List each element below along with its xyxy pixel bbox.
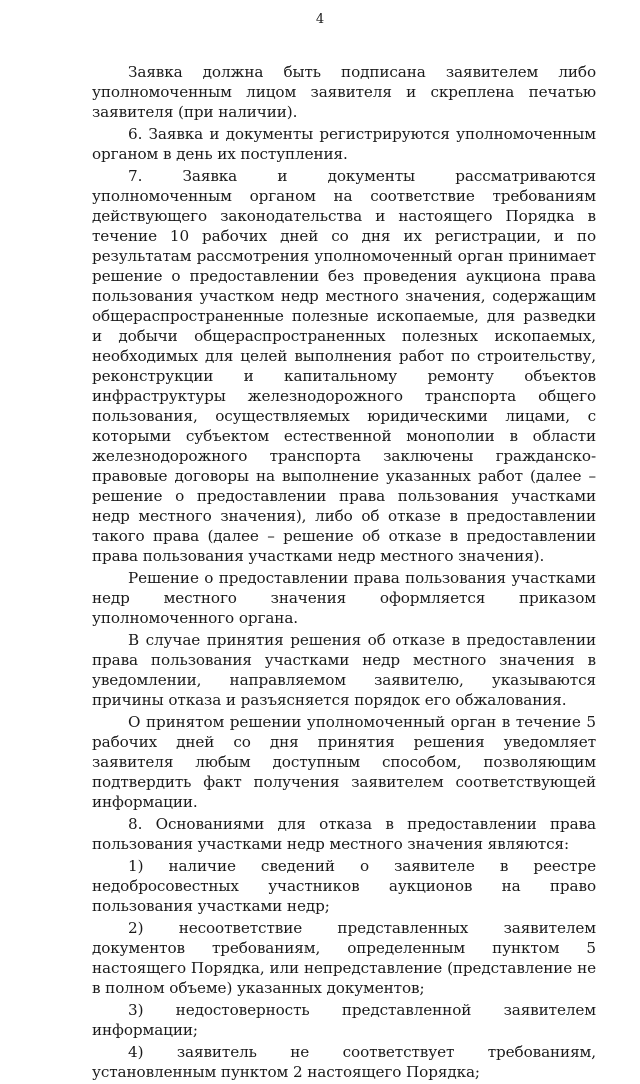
paragraph-item-6: 6. Заявка и документы регистрируются уполномоченным органом в день их поступления. xyxy=(92,125,596,163)
paragraph-decision-order: Решение о предоставлении права пользования участками недр местного значения оформляется приказом уполномоченного органа. xyxy=(92,569,596,627)
paragraph-notification: О принятом решении уполномоченный орган в течение 5 рабочих дней со дня принятия решения уведомляет заявителя любым доступным способом, позволяющим подтвердить факт получения заявителем соответствующей информации. xyxy=(92,713,596,811)
list-item-1: 1) наличие сведений о заявителе в реестре недобросовестных участников аукционов на право пользования участками недр; xyxy=(92,857,596,915)
list-item-2: 2) несоответствие представленных заявителем документов требованиям, определенным пунктом 5 настоящего Порядка, или непредставление (представление не в полном объеме) указанных документов; xyxy=(92,919,596,997)
document-body xyxy=(92,62,596,1084)
paragraph-refusal-notice: В случае принятия решения об отказе в предоставлении права пользования участками недр местного значения в уведомлении, направляемом заявителю, указываются причины отказа и разъясняется порядок его обжалования. xyxy=(92,631,596,709)
list-item-3: 3) недостоверность представленной заявителем информации; xyxy=(92,1001,596,1039)
page-number: 4 xyxy=(315,12,325,27)
paragraph-signature: Заявка должна быть подписана заявителем либо уполномоченным лицом заявителя и скреплена печатью заявителя (при наличии). xyxy=(92,63,596,121)
paragraph-item-8: 8. Основаниями для отказа в предоставлении права пользования участками недр местного значения являются: xyxy=(92,815,596,853)
list-item-4: 4) заявитель не соответствует требованиям, установленным пунктом 2 настоящего Порядка; xyxy=(92,1043,596,1081)
paragraph-item-7: 7. Заявка и документы рассматриваются уполномоченным органом на соответствие требованиям действующего законодательства и настоящего Порядка в течение 10 рабочих дней со дня их регистрации, и по результатам рассмотрения уполномоченный орган принимает решение о предоставлении без проведения аукциона права пользования участком недр местного значения, содержащим общераспространенные полезные ископаемые, для разведки и добычи общераспространенных полезных ископаемых, необходимых для целей выполнения работ по строительству, реконструкции и капитальному ремонту объектов инфраструктуры железнодорожного транспорта общего пользования, осуществляемых юридическими лицами, с которыми субъектом естественной монополии в области железнодорожного транспорта заключены гражданско-правовые договоры на выполнение указанных работ (далее – решение о предоставлении права пользования участками недр местного значения), либо об отказе в предоставлении такого права (далее – решение об отказе в предоставлении права пользования участками недр местного значения). xyxy=(92,167,596,565)
